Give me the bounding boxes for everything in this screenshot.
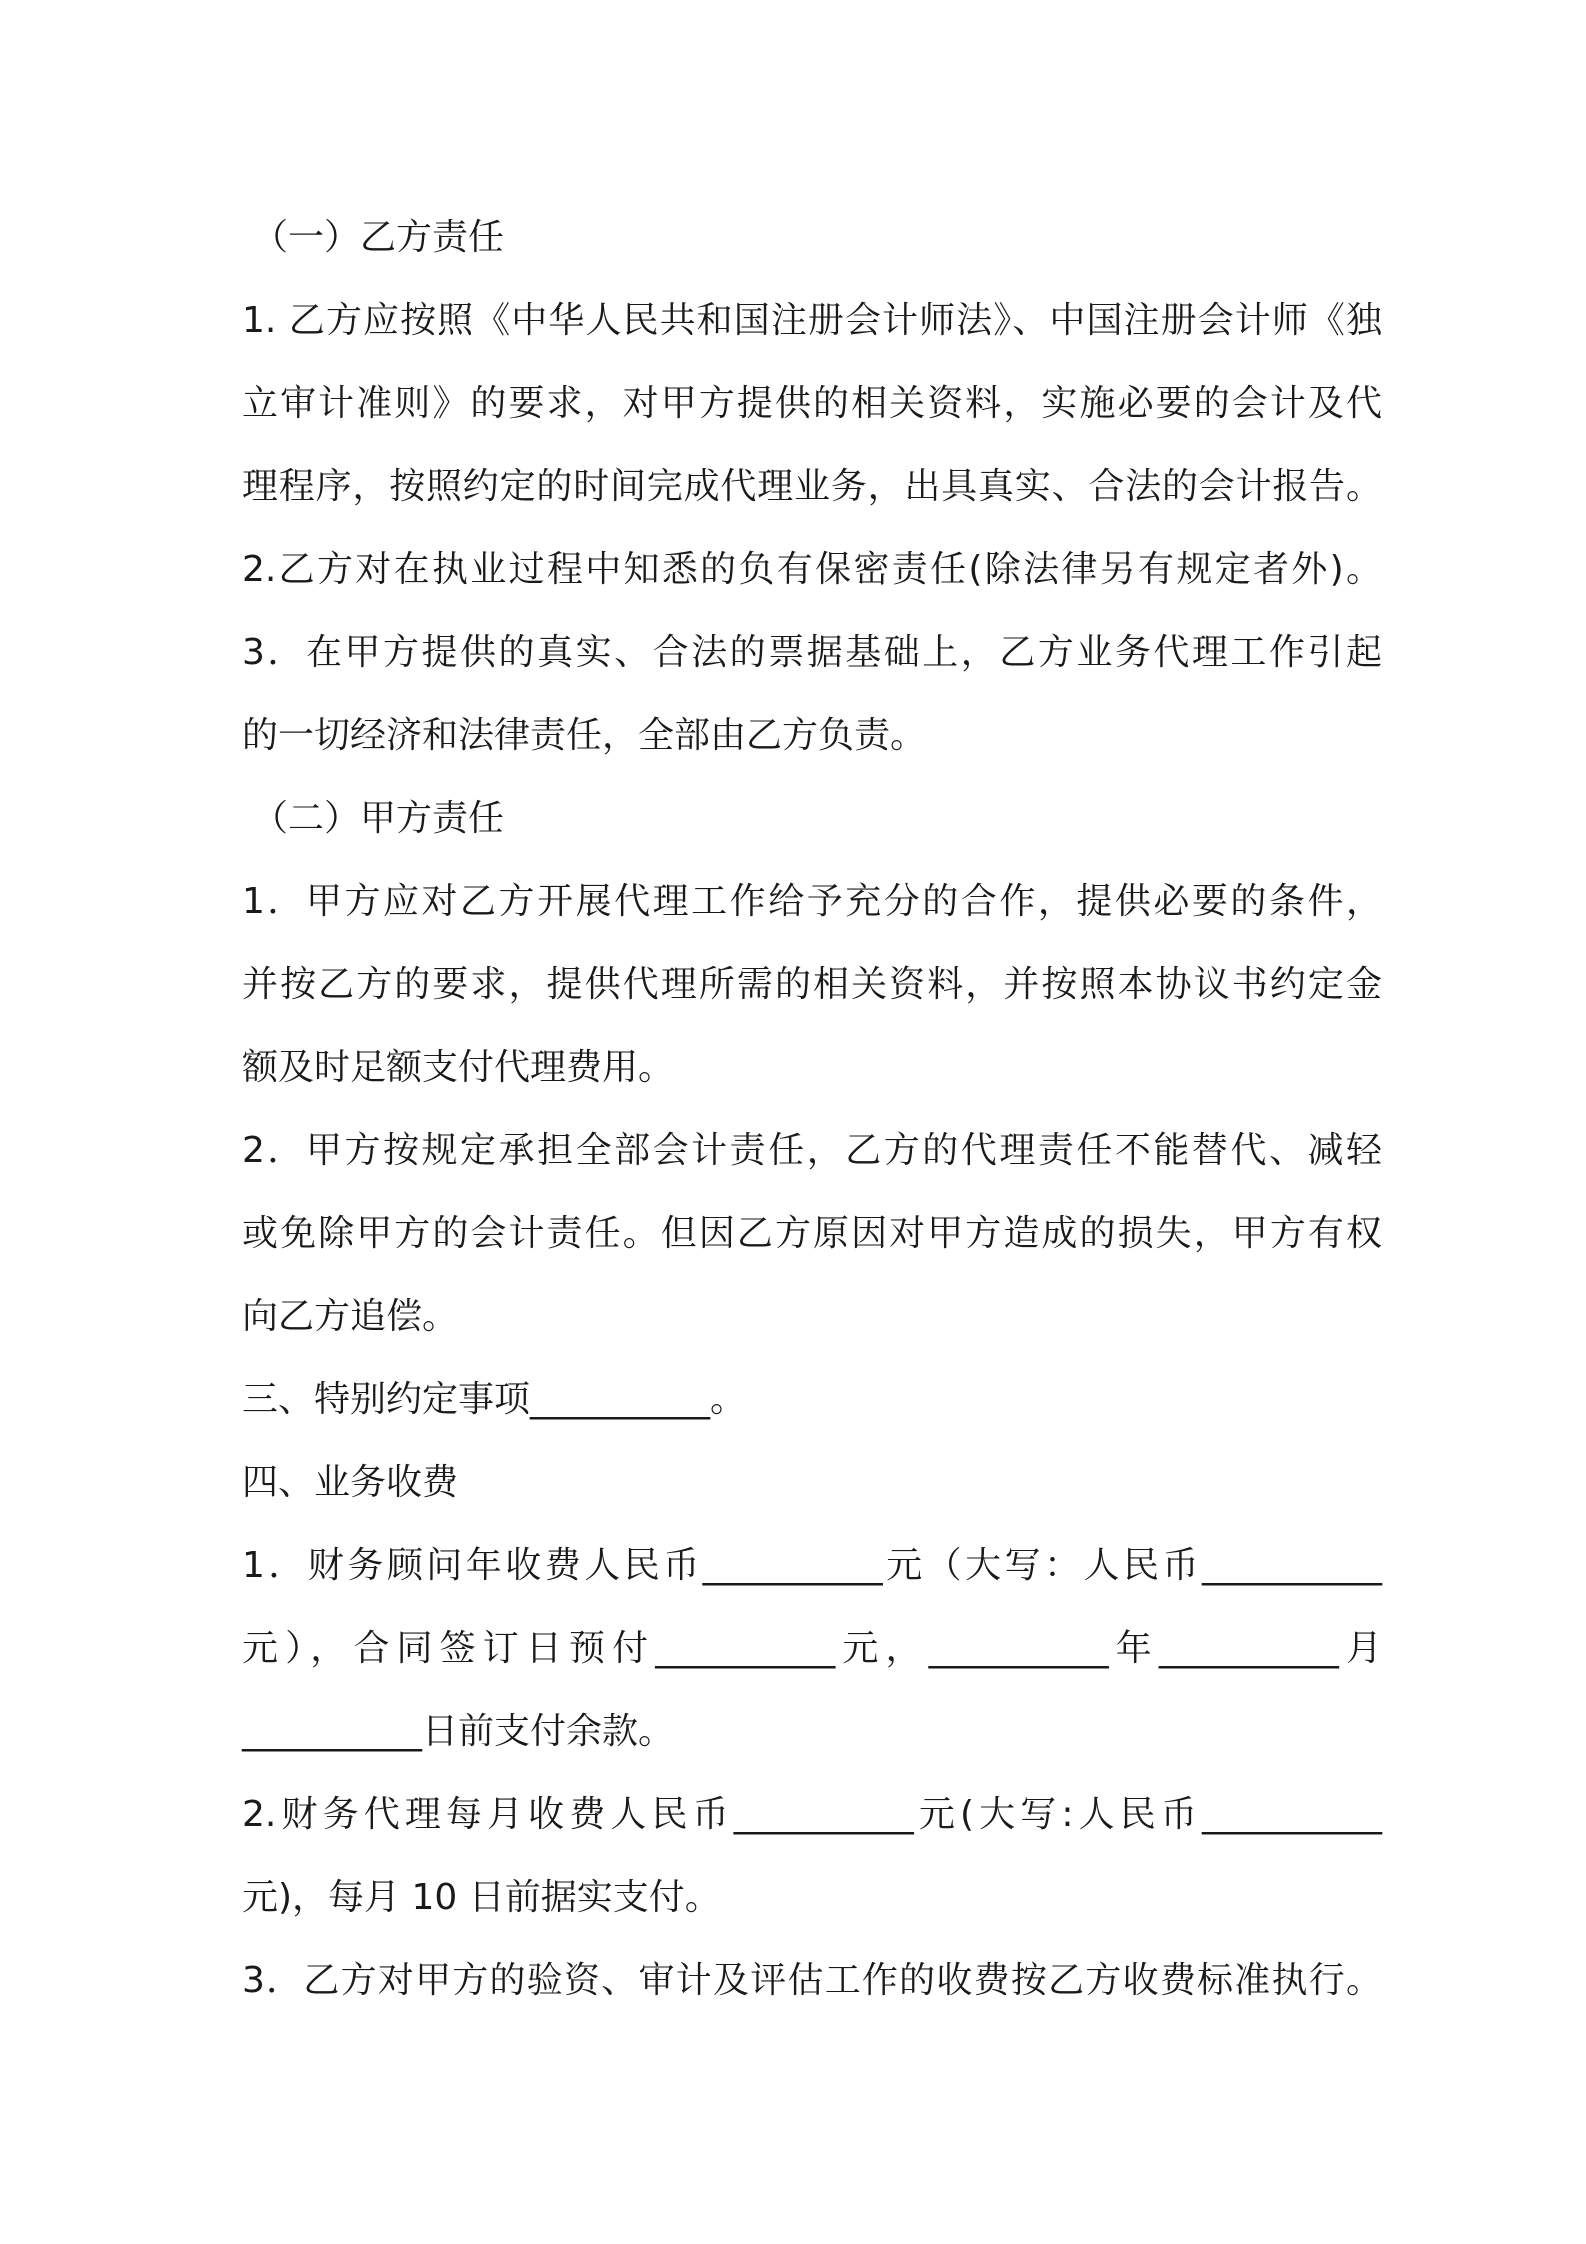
text-line: 向乙方追偿。 — [242, 1296, 459, 1337]
text-line: 3．在甲方提供的真实、合法的票据基础上，乙方业务代理工作引起 — [242, 632, 1382, 673]
party-a-clause-1 — [242, 860, 1382, 1109]
fee-clause-3 — [242, 1939, 1382, 2022]
text-line: 并按乙方的要求，提供代理所需的相关资料，并按照本协议书约定金 — [242, 964, 1382, 1005]
text-line: 立审计准则》的要求，对甲方提供的相关资料，实施必要的会计及代 — [242, 383, 1382, 424]
text-line: 2．甲方按规定承担全部会计责任，乙方的代理责任不能替代、减轻 — [242, 1130, 1382, 1171]
text-line: 2.财务代理每月收费人民币__________元(大写:人民币__________ — [242, 1794, 1382, 1835]
party-b-clause-3 — [242, 611, 1382, 777]
text-line: 的一切经济和法律责任，全部由乙方负责。 — [242, 715, 927, 756]
text-line: __________日前支付余款。 — [242, 1711, 675, 1752]
party-b-clause-2 — [242, 528, 1382, 611]
section-heading-business-fees: 四、业务收费 — [242, 1462, 459, 1503]
text-line: 元），合同签订日预付__________元，__________年__________月 — [242, 1628, 1382, 1669]
text-line: 元)，每月 10 日前据实支付。 — [242, 1877, 721, 1918]
text-line: 或免除甲方的会计责任。但因乙方原因对甲方造成的损失，甲方有权 — [242, 1213, 1382, 1254]
fee-clause-1 — [242, 1524, 1382, 1773]
text-line: 2.乙方对在执业过程中知悉的负有保密责任(除法律另有规定者外)。 — [242, 549, 1382, 590]
section-heading-special-terms: 三、特别约定事项__________。 — [242, 1379, 747, 1420]
document-body — [242, 196, 1382, 2022]
text-line: 1. 乙方应按照《中华人民共和国注册会计师法》、中国注册会计师《独 — [242, 300, 1382, 341]
text-line: 理程序，按照约定的时间完成代理业务，出具真实、合法的会计报告。 — [242, 466, 1382, 507]
text-line: 1．甲方应对乙方开展代理工作给予充分的合作，提供必要的条件， — [242, 881, 1382, 922]
text-line: 额及时足额支付代理费用。 — [242, 1047, 675, 1088]
text-line: 3．乙方对甲方的验资、审计及评估工作的收费按乙方收费标准执行。 — [242, 1960, 1382, 2001]
text-line: 1．财务顾问年收费人民币__________元（大写：人民币__________ — [242, 1545, 1382, 1586]
section-heading-party-a-responsibility: （二）甲方责任 — [252, 798, 505, 839]
fee-clause-2 — [242, 1773, 1382, 1939]
section-heading-party-b-responsibility: （一）乙方责任 — [252, 217, 505, 258]
party-b-clause-1 — [242, 279, 1382, 528]
party-a-clause-2 — [242, 1109, 1382, 1358]
